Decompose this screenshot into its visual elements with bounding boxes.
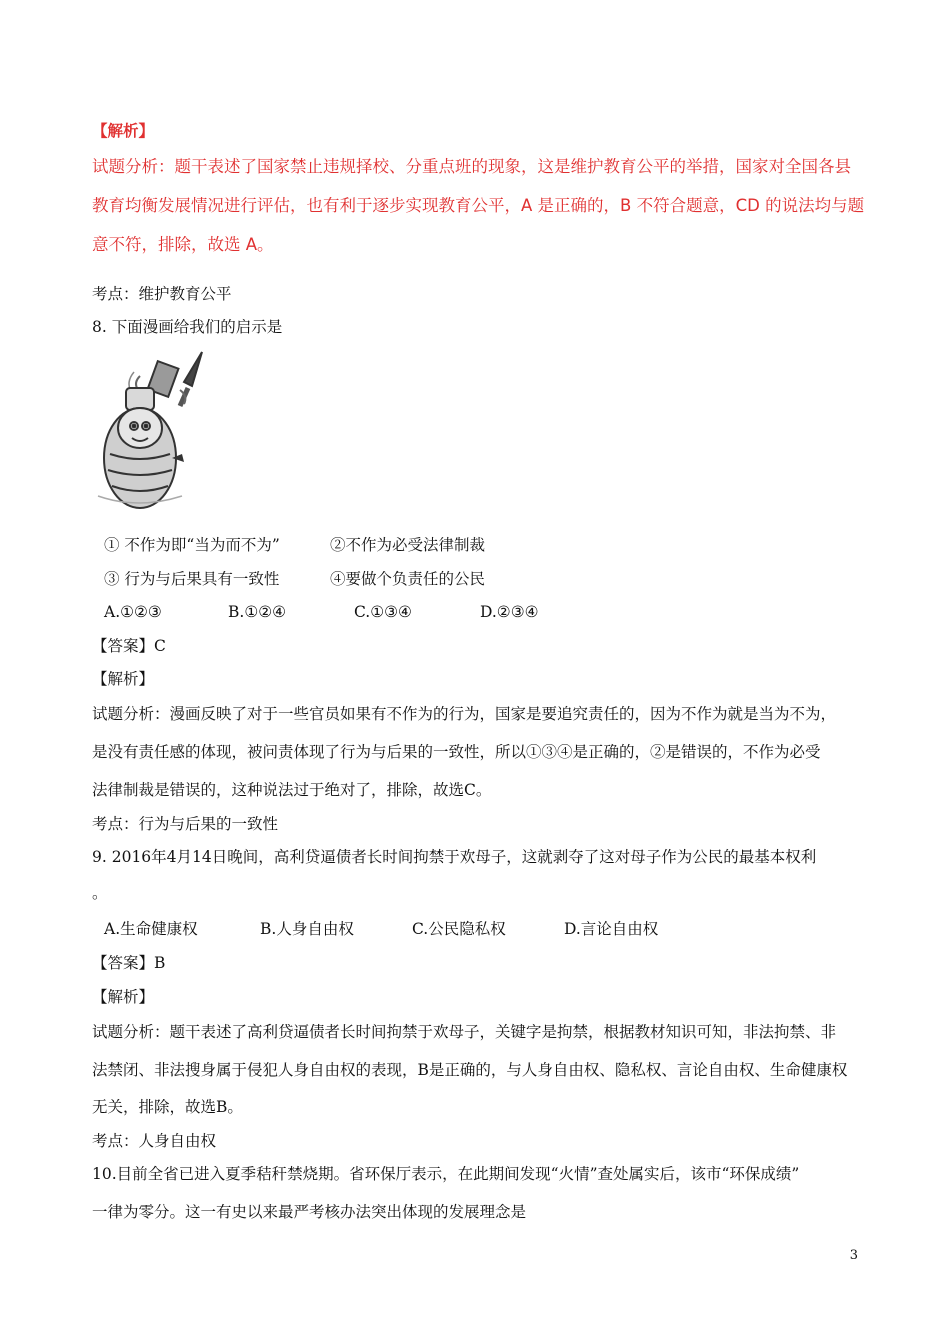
question-8: 8. 下面漫画给我们的启示是 [92, 318, 283, 336]
page-number: 3 [849, 1248, 858, 1263]
analysis-heading: 【解析】 [92, 122, 155, 140]
question-9: 9. 2016年4月14日晚间，高利贷逼债者长时间拘禁于欢母子，这就剥夺了这对母子作为公民的最基本权利 [92, 848, 817, 866]
analysis-line: 试题分析：题干表述了高利贷逼债者长时间拘禁于欢母子，关键字是拘禁，根据教材知识可知，非法拘禁、非 [92, 1023, 837, 1041]
option-b: B.人身自由权 [260, 920, 354, 938]
kaodian: 考点：行为与后果的一致性 [92, 815, 279, 833]
analysis-line: 意不符，排除，故选 A。 [92, 235, 274, 254]
option-b: B.①②④ [228, 603, 287, 621]
hammer-icon [148, 352, 202, 406]
analysis-line: 无关，排除，故选B。 [92, 1098, 243, 1116]
question-9-cont: 。 [92, 884, 108, 902]
answer: 【答案】B [92, 954, 166, 972]
analysis-heading: 【解析】 [92, 988, 155, 1006]
analysis-line: 教育均衡发展情况进行评估，也有利于逐步实现教育公平，A 是正确的，B 不符合题意，CD 的说法均与题 [92, 196, 865, 215]
option-a: A.①②③ [104, 603, 162, 621]
analysis-heading: 【解析】 [92, 670, 155, 688]
option-a: A.生命健康权 [104, 920, 198, 938]
answer: 【答案】C [92, 637, 166, 655]
option-c: C.①③④ [354, 603, 412, 621]
analysis-line: 法律制裁是错误的，这种说法过于绝对了，排除，故选C。 [92, 781, 492, 799]
option-d: D.②③④ [480, 603, 539, 621]
cartoon-image [92, 346, 222, 516]
statement-2: ②不作为必受法律制裁 [330, 536, 486, 554]
kaodian: 考点：人身自由权 [92, 1132, 217, 1150]
kaodian: 考点：维护教育公平 [92, 285, 232, 303]
analysis-line: 试题分析：题干表述了国家禁止违规择校、分重点班的现象，这是维护教育公平的举措，国家对全国各县 [92, 157, 851, 176]
statement-4: ④要做个负责任的公民 [330, 570, 486, 588]
analysis-line: 试题分析：漫画反映了对于一些官员如果有不作为的行为，国家是要追究责任的，因为不作为就是当为不为， [92, 705, 837, 723]
statement-1: ① 不作为即“当为而不为” [104, 536, 280, 554]
statement-3: ③ 行为与后果具有一致性 [104, 570, 280, 588]
question-10-cont: 一律为零分。这一有史以来最严考核办法突出体现的发展理念是 [92, 1203, 527, 1221]
analysis-line: 是没有责任感的体现，被问责体现了行为与后果的一致性，所以①③④是正确的，②是错误的，不作为必受 [92, 743, 821, 761]
analysis-line: 法禁闭、非法搜身属于侵犯人身自由权的表现，B是正确的，与人身自由权、隐私权、言论自由权、生命健康权 [92, 1061, 848, 1079]
option-d: D.言论自由权 [564, 920, 659, 938]
question-10: 10.目前全省已进入夏季秸秆禁烧期。省环保厅表示，在此期间发现“火情”查处属实后，该市“环保成绩” [92, 1165, 800, 1183]
option-c: C.公民隐私权 [412, 920, 506, 938]
official-figure [104, 388, 176, 508]
